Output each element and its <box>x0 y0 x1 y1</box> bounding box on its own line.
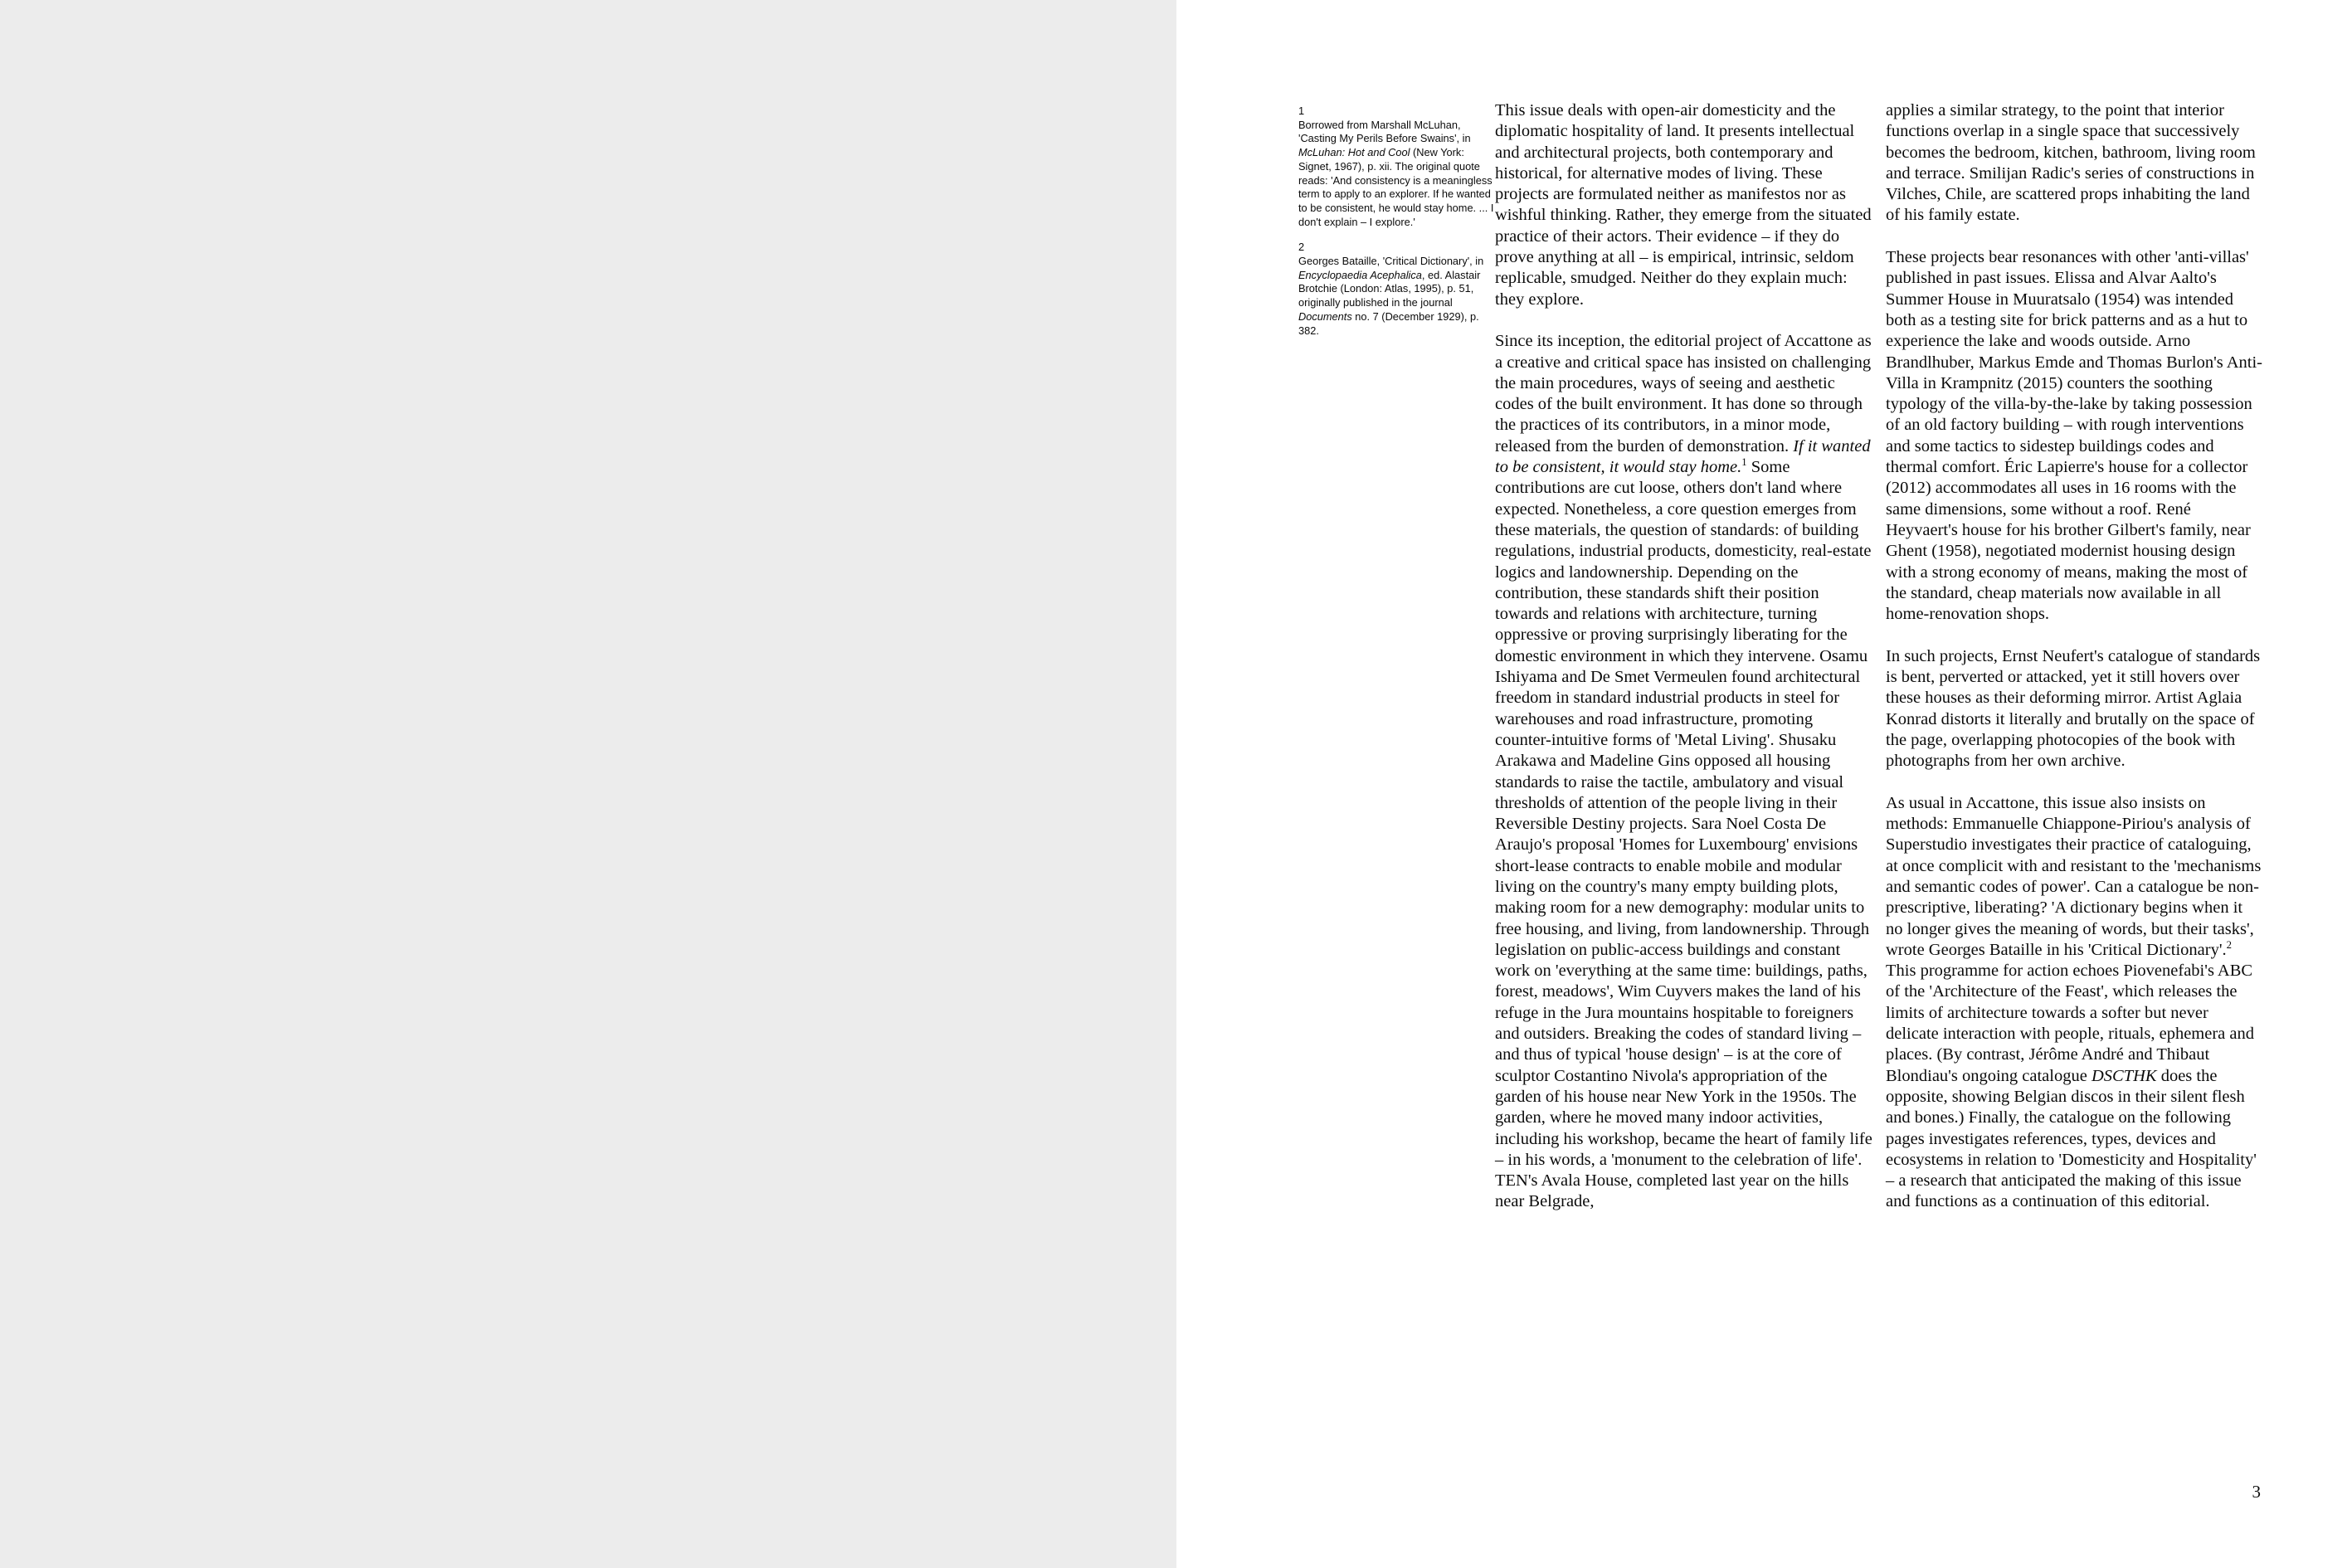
text-segment: These projects bear resonances with other 'anti-villas' published in past issues. Elissa and Alvar Aalto's Summer House in Muuratsalo (1954) was intended both as a testing site for brick patterns and as a hut to experience the lake and woods outside. Arno Brandlhuber, Markus Emde and Thomas Burlon's Anti-Villa in Krampnitz (2015) counters the soothing typology of the villa-by-the-lake by taking possession of an old factory building – with rough interventions and some tactics to sidestep buildings codes and thermal comfort. Éric Lapierre's house for a collector (2012) accommodates all uses in 16 rooms with the same dimensions, some without a roof. René Heyvaert's house for his brother Gilbert's family, near Ghent (1958), negotiated modernist housing design with a strong economy of means, making the most of the standard, cheap materials now available in all home-renovation shops. <box>1886 248 2263 624</box>
text-segment: As usual in Accattone, this issue also insists on methods: Emmanuelle Chiappone-Piriou's analysis of Superstudio investigates their practice of cataloguing, at once complicit with and resistant to the 'mechanisms and semantic codes of power'. Can a catalogue be non-prescriptive, liberating? 'A dictionary begins when it no longer gives the meaning of words, but their tasks', wrote Georges Bataille in his 'Critical Dictionary'. <box>1886 793 2262 959</box>
paragraph <box>1886 646 2263 772</box>
text-segment: In such projects, Ernst Neufert's catalogue of standards is bent, perverted or attacked, yet it still hovers over these houses as their deforming mirror. Artist Aglaia Konrad distorts it literally and brutally on the space of the page, overlapping photocopies of the book with photographs from her own archive. <box>1886 646 2261 771</box>
text-segment: applies a similar strategy, to the point that interior functions overlap in a single space that successively becomes the bedroom, kitchen, bathroom, living room and terrace. Smilijan Radic's series of constructions in Vilches, Chile, are scattered props inhabiting the land of his family estate. <box>1886 101 2256 225</box>
text-segment: McLuhan: Hot and Cool <box>1298 146 1410 159</box>
text-segment: If it wanted to be consistent, it would stay home. <box>1495 436 1871 477</box>
paragraph <box>1886 100 2263 226</box>
text-segment: Encyclopaedia Acephalica <box>1298 268 1422 281</box>
footnote-reference: 2 <box>2226 939 2232 952</box>
page-number: 3 <box>2252 1482 2261 1502</box>
footnotes-column <box>1298 105 1499 338</box>
paragraph <box>1495 331 1872 1212</box>
footnote-marker: 2 <box>1298 241 1305 254</box>
text-segment: no. 7 (December 1929), p. 382. <box>1298 309 1479 337</box>
footnote-text <box>1298 119 1499 230</box>
footnote-marker: 1 <box>1298 105 1305 117</box>
text-segment: does the opposite, showing Belgian discos in their silent flesh and bones.) Finally, the catalogue on the following pages investigates references, types, devices and ecosystems in relation to 'Domesticity and Hospitality' – a research that anticipated the making of this issue and functions as a continuation of this editorial. <box>1886 1066 2257 1211</box>
text-segment: Documents <box>1298 309 1352 323</box>
text-segment: Georges Bataille, 'Critical Dictionary', in <box>1298 255 1484 268</box>
main-column-1 <box>1495 100 1872 1213</box>
editorial-page <box>1176 0 2352 1568</box>
paragraph <box>1886 247 2263 625</box>
main-column-2 <box>1886 100 2263 1213</box>
footnote <box>1298 105 1499 229</box>
text-segment: DSCTHK <box>2091 1066 2157 1085</box>
text-segment: Since its inception, the editorial project of Accattone as a creative and critical space has insisted on challenging the main procedures, ways of seeing and aesthetic codes of the built environment. It has done so through the practices of its contributors, in a minor mode, released from the burden of demonstration. <box>1495 332 1872 455</box>
text-segment: (New York: Signet, 1967), p. xii. The original quote reads: 'And consistency is a meaningless term to apply to an explorer. If he wanted to be consistent, he would stay home. ... I don't explain – I explore.' <box>1298 146 1494 228</box>
text-segment: , ed. Alastair Brotchie (London: Atlas, 1995), p. 51, originally published in the journal <box>1298 268 1481 309</box>
paragraph <box>1495 100 1872 310</box>
text-segment: Some contributions are cut loose, others don't land where expected. Nonetheless, a core question emerges from these materials, the question of standards: of building regulations, industrial products, domesticity, real-estate logics and landownership. Depending on the contribution, these standards shift their position towards and relations with architecture, turning oppressive or proving surprisingly liberating for the domestic environment in which they intervene. Osamu Ishiyama and De Smet Vermeulen found architectural freedom in standard industrial products in steel for warehouses and road infrastructure, promoting counter-intuitive forms of 'Metal Living'. Shusaku Arakawa and Madeline Gins opposed all housing standards to raise the tactile, ambulatory and visual thresholds of attention of the people living in their Reversible Destiny projects. Sara Noel Costa De Araujo's proposal 'Homes for Luxembourg' envisions short-lease contracts to enable mobile and modular living on the country's many empty building plots, making room for a new demography: modular units to free housing, and living, from landownership. Through legislation on public-access buildings and constant work on 'everything at the same time: buildings, paths, forest, meadows', Wim Cuyvers makes the land of his refuge in the Jura mountains hospitable to foreigners and outsiders. Breaking the codes of standard living – and thus of typical 'house design' – is at the core of sculptor Costantino Nivola's appropriation of the garden of his house near New York in the 1950s. The garden, where he moved many indoor activities, including his workshop, became the heart of family life – in his words, a 'monument to the celebration of life'. TEN's Avala House, completed last year on the hills near Belgrade, <box>1495 458 1872 1211</box>
footnote-reference: 1 <box>1741 456 1747 469</box>
paragraph <box>1886 793 2263 1213</box>
text-segment: Borrowed from Marshall McLuhan, 'Casting My Perils Before Swains', in <box>1298 118 1471 145</box>
footnote <box>1298 241 1499 338</box>
text-segment: This issue deals with open-air domesticity and the diplomatic hospitality of land. It presents intellectual and architectural projects, both contemporary and historical, for alternative modes of living. These projects are formulated neither as manifestos nor as wishful thinking. Rather, they emerge from the situated practice of their actors. Their evidence – if they do prove anything at all – is empirical, intrinsic, seldom replicable, smudged. Neither do they explain much: they explore. <box>1495 101 1872 309</box>
text-segment: This programme for action echoes Piovenefabi's ABC of the 'Architecture of the Feast', which releases the limits of architecture towards a softer but never delicate interaction with people, rituals, ephemera and places. (By contrast, Jérôme André and Thibaut Blondiau's ongoing catalogue <box>1886 962 2254 1085</box>
footnote-text <box>1298 255 1499 338</box>
